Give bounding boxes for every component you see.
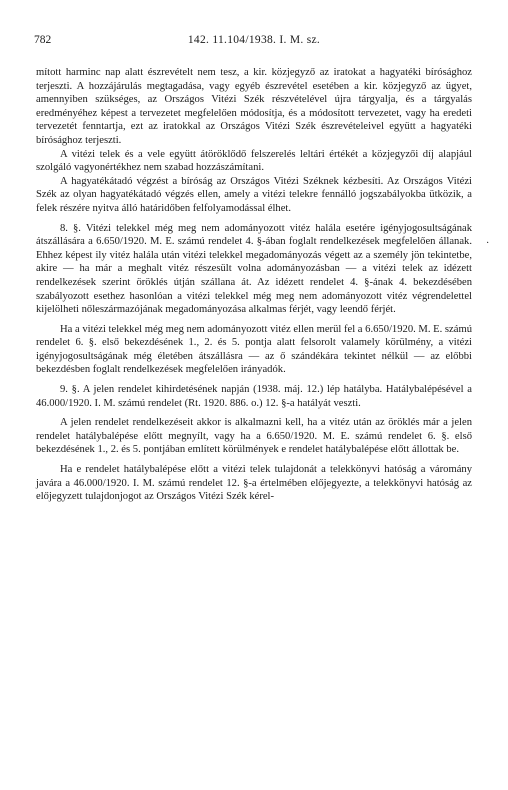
paragraph: A hagyatékátadó végzést a bíróság az Országos Vitézi Széknek kézbesíti. Az Országos Vitézi Szék az olyan hagyatékátadó végzés ellen, amely a vitézi telekre fennálló jogszabályokba ütközik, a felek részére nyitva álló határidőben felfolyamodással élhet. [36, 175, 472, 214]
paragraph: A jelen rendelet rendelkezéseit akkor is alkalmazni kell, ha a vitéz után az öröklés már a jelen rendelet hatálybalépése előtt megnyílt, vagy ha a 6.650/1920. M. E. számú rendelet 6. §. első bekezdésének 1., 2. és 5. pontjában említett körülmények e rendelet hatálybalépése előtt állottak be. [36, 417, 472, 456]
paragraph-continuation: mított harminc nap alatt észrevételt nem tesz, a kir. közjegyző az iratokat a hagyatéki bírósághoz terjeszti. A hozzájárulás megtagadása, vagy egyéb észrevétel esetében a kir. közjegyző az ügyet, amennyiben szükséges, az Országos Vitézi Szék részvételével újra tárgyalja, és a tárgyalás eredményéhez képest a tervezetet megfelelően módosítja, és a módosított tervezetet, vagy ha eredeti tervezetét fenntartja, ezt az iratokkal az Országos Vitézi Szék észrevételeivel együtt a hagyatéki bírósághoz terjeszti. [36, 67, 472, 146]
section-8-paragraph: 8. §. Vitézi telekkel még meg nem adományozott vitéz halála esetére igényjogosultságának átszállására a 6.650/1920. M. E. számú rendelet 4. §-ában foglalt rendelkezések megfelelően állanak. Ehhez képest ily vitéz halála után vitézi telekkel megadományozás végett az a személy jön tekintetbe, akire — ha már a meghalt vitéz részesült volna adományozásban — a vitézi telek az idézett rendelkezések szerint öröklés útján szállana át. Az idézett rendelet 4. §-ának 4. bekezdésében szabályozott esethez hasonlóan a vitézi telekkel még meg nem adományozott vitéz végrendelettel kijelölheti nőleszármazójának megadományozása alkalmas férjét, vagy leendő férjét. [36, 222, 472, 316]
page-number: 782 [34, 34, 52, 46]
page-header [28, 34, 480, 50]
body-text [36, 66, 472, 504]
margin-mark: · [486, 238, 490, 249]
paragraph: Ha e rendelet hatálybalépése előtt a vitézi telek tulajdonát a telekkönyvi hatóság a váromány javára a 46.000/1920. I. M. számú rendelet 12. §-a értelmében előjegyezte, a telekkönyvi hatóság az előjegyzett tulajdonjogot az Országos Vitézi Szék kérel- [36, 464, 472, 503]
running-title: 142. 11.104/1938. I. M. sz. [187, 34, 321, 46]
section-9-paragraph: 9. §. A jelen rendelet kihirdetésének napján (1938. máj. 12.) lép hatályba. Hatálybalépésével a 46.000/1920. I. M. számú rendelet (Rt. 1920. 886. o.) 12. §-a hatályát veszti. [36, 384, 472, 409]
paragraph: Ha a vitézi telekkel még meg nem adományozott vitéz ellen merül fel a 6.650/1920. M. E. számú rendelet 6. §. első bekezdésének 1., 2. és 5. pontja alatt felsorolt valamely körülmény, a vitézi igényjogosultságának még életében átszállásra — az ő szándékára tekintet nélkül — az előbbi bekezdésben foglalt rendelkezések megfelelően irányadók. [36, 323, 472, 376]
paragraph: A vitézi telek és a vele együtt átöröklődő felszerelés leltári értékét a közjegyzői díj alapjául szolgáló vagyonértékhez nem szabad hozzászámítani. [36, 148, 472, 174]
